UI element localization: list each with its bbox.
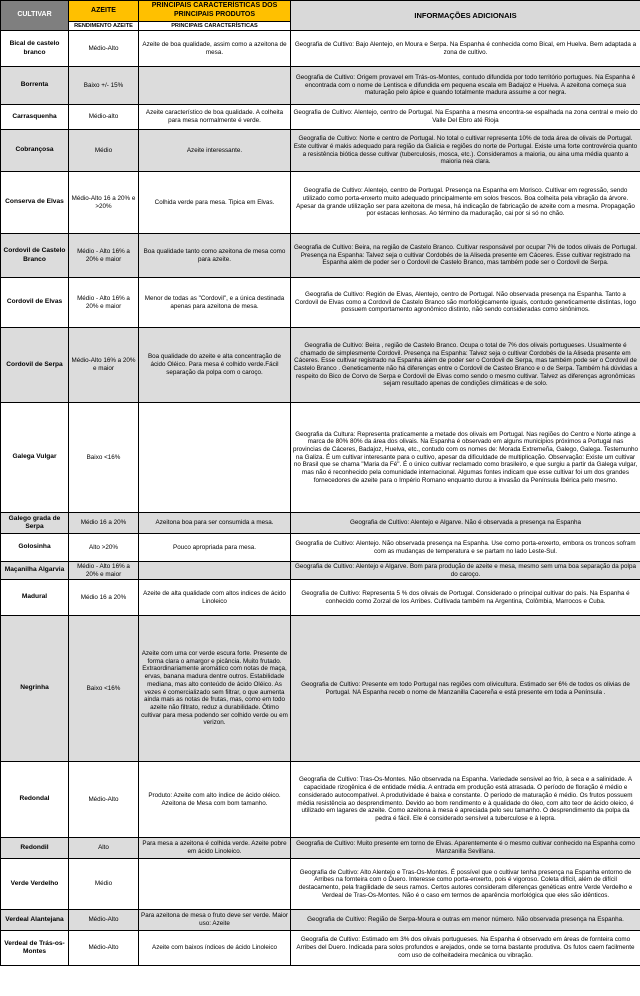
cell-rendimento: Médio - Alto 16% a 20% e maior — [69, 234, 139, 278]
table-row — [1, 513, 640, 534]
cell-informacoes: Geografia de Cultivo: Representa 5 % dos olivais de Portugal. Considerado o principal cultivar do país. Na Espanha é conhecido como Zorzal de los Arribes. Cultivada também na Argentina, Colômbia, Marrocos e Cuba. — [291, 580, 640, 616]
cell-informacoes: Geografia de Cultivo: Norte e centro de Portugal. No total o cultivar representa 10% de toda área de olivais de Portugal. Este cultivar é makis adequado para região da Galicia e regiões do norte de Portugal. Existe uma forte controvércia quanto a resistência biótica desse cultivar (tuberculosis, mosca, etc.). Consideramos a maioria, ou aina uma média quanto a maioria nea clara. — [291, 130, 640, 172]
cell-rendimento: Alto >20% — [69, 534, 139, 562]
cell-informacoes: Geografia de Cultivo: Alentejo. Não observada presença na Espanha. Use como porta-enxerto, embora os troncos sofram com as mudanças de temperatura e se partam no lado Leste-Sul. — [291, 534, 640, 562]
cell-rendimento: Baixo <16% — [69, 616, 139, 762]
cell-cultivar-name: Cordovil de Serpa — [1, 328, 69, 403]
cell-informacoes: Geografia de Cultivo: Alentejo, centro de Portugal. Na Espanha a mesma encontra-se espalhada na zona central e meio do Valle Del Ebro até Rioja — [291, 105, 640, 130]
cell-caracteristicas: Boa qualidade tanto como azeitona de mesa como para azeite. — [139, 234, 291, 278]
cell-cultivar-name: Verdeal Alantejana — [1, 910, 69, 931]
cell-informacoes: Geografia de Cultivo: Beira, na região de Castelo Branco. Cultivar responsável por ocupar 7% de todos olivais de Portugal. Presença na Espanha: Talvez seja o cultivar Cordobés de la Aliseda presente em Cáceres. Esse cultivar registrado na Espanha além de poder ser o Cordovil de Castelo Branco, mas também pode ser o Cordovil de Serpa. — [291, 234, 640, 278]
table-row — [1, 910, 640, 931]
cell-caracteristicas: Para azeitona de mesa o fruto deve ser verde. Maior uso: Azeite — [139, 910, 291, 931]
cell-cultivar-name: Golosinha — [1, 534, 69, 562]
table-row — [1, 130, 640, 172]
cell-cultivar-name: Negrinha — [1, 616, 69, 762]
cell-cultivar-name: Bical de castelo branco — [1, 31, 69, 67]
table-row — [1, 534, 640, 562]
cell-rendimento: Médio - Alto 16% a 20% e maior — [69, 562, 139, 580]
table-row — [1, 328, 640, 403]
header-info: INFORMAÇÕES ADICIONAIS — [291, 1, 640, 31]
table-row — [1, 562, 640, 580]
cell-cultivar-name: Verdeal de Trás-os-Montes — [1, 931, 69, 966]
cell-rendimento: Médio — [69, 130, 139, 172]
cell-cultivar-name: Maçanilha Algarvia — [1, 562, 69, 580]
cell-cultivar-name: Cordovil de Elvas — [1, 278, 69, 328]
cell-informacoes: Geografia de Cultivo: Beira , região de Castelo Branco. Ocupa o total de 7% dos olivais portugueses. Usualmente é chamado de simplesmente Cordovil. Presença na Espanha: Talvez seja o cultivar Cordobés de la Aliseda presente em Cáceres. Esse cultivar registrado na Espanha além de poder ser o Cordovil de Serpa, mas também pode ser o Cordovil de Castelo Branco . Geneticamente não há diferenças entre o Cordovil de Casteo Branco e o de Serpa. Também há dúvidas a respeito do Bico de Corvo de Serpa e Cordovil de Elvas como sendo o mesmo cultivar. Talvez as diferenças agronômicas sejam resultado apenas de condições climáticas e de solo. — [291, 328, 640, 403]
table-body — [1, 31, 640, 966]
cell-rendimento: Médio 16 a 20% — [69, 580, 139, 616]
cell-caracteristicas: Pouco apropriada para mesa. — [139, 534, 291, 562]
cell-caracteristicas: Azeitona boa para ser consumida a mesa. — [139, 513, 291, 534]
cell-caracteristicas — [139, 403, 291, 513]
table-row — [1, 931, 640, 966]
cell-rendimento: Médio-Alto — [69, 31, 139, 67]
cell-informacoes: Geografia de Cultivo: Região de Serpa-Moura e outras em menor número. Não observada presença na Espanha. — [291, 910, 640, 931]
cell-rendimento: Médio-Alto — [69, 762, 139, 838]
cell-informacoes: Geografia de Cultivo: Región de Elvas, Alentejo, centro de Portugal. Não observada presença na Espanha. Tanto a Cordovil de Elvas como a Cordovil de Castelo Branco são morfológicamente iguais, contudo geneticamente distintas, logo possuem comportamento agronômico distinto, não sendo consideradas como sinônimos. — [291, 278, 640, 328]
table-row — [1, 859, 640, 910]
cell-informacoes: Geografia da Cultura: Representa praticamente a metade dos olivais em Portugal. Nas regiões do Centro e Norte atinge a marca de 80% 80% da área dos olivais. Na Espanha é observado em alguns municipios próximos a Portugal nas provincias de Cáceres, Badajoz, Huelva, etc., contudo com os nomes de: Morada Extremeña, Galego, Galega. Testemunho na Galiza. É um cultivar interesante para o cultivo, apesar da dificuldade de multiplicação. Observação: Existe um cultivar no Brasil que se chama "Maria da Fé". É o único cultivar reclamado como brasileiro, e que surgiu a partir da Galega vulgar, mas não é reconhecido pela comunidade internacional. Algumas fontes indicam que esse cultivar foi um dos grandes fornecedores de azeite para o Império Romano enquanto durou a invasão da Península Ibérica pelo mesmo. — [291, 403, 640, 513]
cell-cultivar-name: Redondil — [1, 838, 69, 859]
cell-caracteristicas: Azeite característico de boa qualidade. A colheita para mesa normalmente é verde. — [139, 105, 291, 130]
cell-cultivar-name: Cordovil de Castelo Branco — [1, 234, 69, 278]
cell-rendimento: Médio-Alto — [69, 931, 139, 966]
cell-rendimento: Médio - Alto 16% a 20% e maior — [69, 278, 139, 328]
cell-caracteristicas — [139, 562, 291, 580]
header-rendimento: RENDIMENTO AZEITE — [69, 22, 139, 31]
cell-cultivar-name: Borrenta — [1, 67, 69, 105]
header-principais-sub: PRINCIPAIS CARACTERÍSTICAS — [139, 22, 291, 31]
header-principais: PRINCIPAIS CARACTERÍSTICAS DOS PRINCIPAIS PRODUTOS — [139, 1, 291, 22]
table-row — [1, 67, 640, 105]
header-azeite: AZEITE — [69, 1, 139, 22]
cell-caracteristicas — [139, 859, 291, 910]
cell-cultivar-name: Galega Vulgar — [1, 403, 69, 513]
cell-rendimento: Médio-Alto 16 a 20% e >20% — [69, 172, 139, 234]
cell-caracteristicas: Colhida verde para mesa. Tipica em Elvas. — [139, 172, 291, 234]
cell-caracteristicas: Azeite de alta qualidade com altos indices de ácido Linoleico — [139, 580, 291, 616]
table-row — [1, 762, 640, 838]
cell-rendimento: Médio-Alto — [69, 910, 139, 931]
cell-caracteristicas: Azeite de boa qualidade, assim como a azeitona de mesa. — [139, 31, 291, 67]
cell-caracteristicas: Azeite com baixos índices de ácido Linoleico — [139, 931, 291, 966]
cell-caracteristicas: Menor de todas as "Cordovil", e a única destinada apenas para azeitona de mesa. — [139, 278, 291, 328]
table-row — [1, 234, 640, 278]
cell-cultivar-name: Madural — [1, 580, 69, 616]
cell-caracteristicas: Boa qualidade do azeite e alta concentração de ácido Oléico. Para mesa é colhido verde.Fácil separação da polpa com o caroço. — [139, 328, 291, 403]
table-row — [1, 616, 640, 762]
cell-caracteristicas — [139, 67, 291, 105]
cell-cultivar-name: Conserva de Elvas — [1, 172, 69, 234]
header-cultivar: CULTIVAR — [1, 1, 69, 31]
cell-cultivar-name: Redondal — [1, 762, 69, 838]
cell-informacoes: Geografia de Cultivo: Muito presente em torno de Elvas. Aparentemente é o mesmo cultivar conhecido na Espanha como Manzanilla Sevillana. — [291, 838, 640, 859]
table-row — [1, 278, 640, 328]
cell-rendimento: Médio — [69, 859, 139, 910]
table-row — [1, 105, 640, 130]
cell-rendimento: Médio 16 a 20% — [69, 513, 139, 534]
cell-informacoes: Geografia de Cultivo: Bajo Alentejo, en Moura e Serpa. Na Espanha é conhecida como Bical, em Huelva. Bem adaptada a zona de cultivo. — [291, 31, 640, 67]
cell-informacoes: Geografia de Cultivo: Alentejo e Algarve. Bom para produção de azeite e mesa, mesmo sem uma boa separação da polpa do caroço. — [291, 562, 640, 580]
cell-rendimento: Alto — [69, 838, 139, 859]
cell-informacoes: Geografia de Cultivo: Alto Alentejo e Tras-Os-Montes. É possível que o cultivar tenha presença na Espanha entorno de Arribes na fornteira com o Duero. Interesse como porta-enxerto, pois é vigoroso. Coleta difícil, além de difícil destacamento, pela fragilidade de seus ramos. Certos autores consideram diferenças genéticas entre Verde Verdelho e Verdeal de Tras-Os-Montes. Não é o caso em termos de aparência morfológica que eles são idênticos. — [291, 859, 640, 910]
cell-cultivar-name: Verde Verdelho — [1, 859, 69, 910]
cell-rendimento: Médio-alto — [69, 105, 139, 130]
cell-caracteristicas: Azeite com uma cor verde escura forte. Presente de forma clara o amargor e picância. Muito frutado. Extraordinariamente aromático com notas de maça, ervas, banana madura dentre outros. Estabilidade mediana, mas alto conteúdo de ácido Oléico. As vezes é comercializado sem filtrar, o que aumenta ainda mais as notas de frutas, mas, como em todo azeite não filtrato, reduz a durabilidade. Ótimo cultivar para mesa podendo ser colhido verde ou em verizon. — [139, 616, 291, 762]
cell-cultivar-name: Cobrançosa — [1, 130, 69, 172]
cell-informacoes: Geografia de Cultivo: Alentejo e Algarve. Não é observada a presença na Espanha — [291, 513, 640, 534]
cell-informacoes: Geografia de Cultivo: Origem provavel em Trás-os-Montes, contudo difundida por todo território portugues. Na Espanha é encontrada com o nome de Lentisca e difundida em pequena escala em Badajoz e Huelva. A azeitona começa sua maturação pelo ápice e quando totalmente madura assume a cor negra. — [291, 67, 640, 105]
cell-informacoes: Geografia de Cultivo: Tras-Os-Montes. Não observada na Espanha. Variedade sensivel ao frio, à seca e a salinidade. A capacidade rizogênica é de entidade média. A entrada em produção está atrasada. O período de floração é médio e considerado autocompatível. A produtividade é baixa e constante. O período de maturação é médio. Os frutos possuem média resistência ao desprendimento. Devido ao bom rendimento e à qualidade do óleo, com alto teor de ácido oleico, é utilizado em lagares de azeite. Como azeitona à mesa é apreciada pelo seu tamanho. O desprendimento da polpa da pedra é fácil. Ele é considerado sensível a tuberculose e à lepra. — [291, 762, 640, 838]
cell-caracteristicas: Para mesa a azeitona é colhida verde. Azeite pobre em ácido Linoleico. — [139, 838, 291, 859]
cell-rendimento: Baixo +/- 15% — [69, 67, 139, 105]
cell-informacoes: Geografia de Cultivo: Presente em todo Portugal nas regiões com olivicultura. Estimado ser 6% de todos os olivias de Portugal. NA Espanha receb o nome de Manzanilla Cacereña e está presente em toda a Península . — [291, 616, 640, 762]
table-row — [1, 580, 640, 616]
table-row — [1, 403, 640, 513]
table-row — [1, 172, 640, 234]
table-row — [1, 31, 640, 67]
table-row — [1, 838, 640, 859]
cell-informacoes: Geografia de Cultivo: Estimado em 3% dos olivais portugueses. Na Espanha é observado em áreas de fornteira como Arribes del Duero. Indicada para solos profundos e arejados, onde se torna bastante produtiva. Os futos caem facilmente com uso de colheitadeira mecânica ou vibração. — [291, 931, 640, 966]
cell-caracteristicas: Produto: Azeite com alto índice de ácido oléico. Azeitona de Mesa com bom tamanho. — [139, 762, 291, 838]
cell-rendimento: Médio-Alto 16% a 20% e maior — [69, 328, 139, 403]
cell-cultivar-name: Galego grada de Serpa — [1, 513, 69, 534]
cell-caracteristicas: Azeite interessante. — [139, 130, 291, 172]
cell-cultivar-name: Carrasquenha — [1, 105, 69, 130]
cell-rendimento: Baixo <16% — [69, 403, 139, 513]
cell-informacoes: Geografia de Cultivo: Alentejo, centro de Portugal. Presença na Espanha em Morisco. Cultivar em regressão, sendo utilizado como porta-enxerto muito adequado principalmente em solos frescos. Boa colheita pela vibração da árvore. Apesar da grande utilização ser para azeitona de mesa, há indicação de fabricação de azeite com a mesma. Propagação por estacas lenhosas. Ao término da maduração, cai por si só no chão. — [291, 172, 640, 234]
